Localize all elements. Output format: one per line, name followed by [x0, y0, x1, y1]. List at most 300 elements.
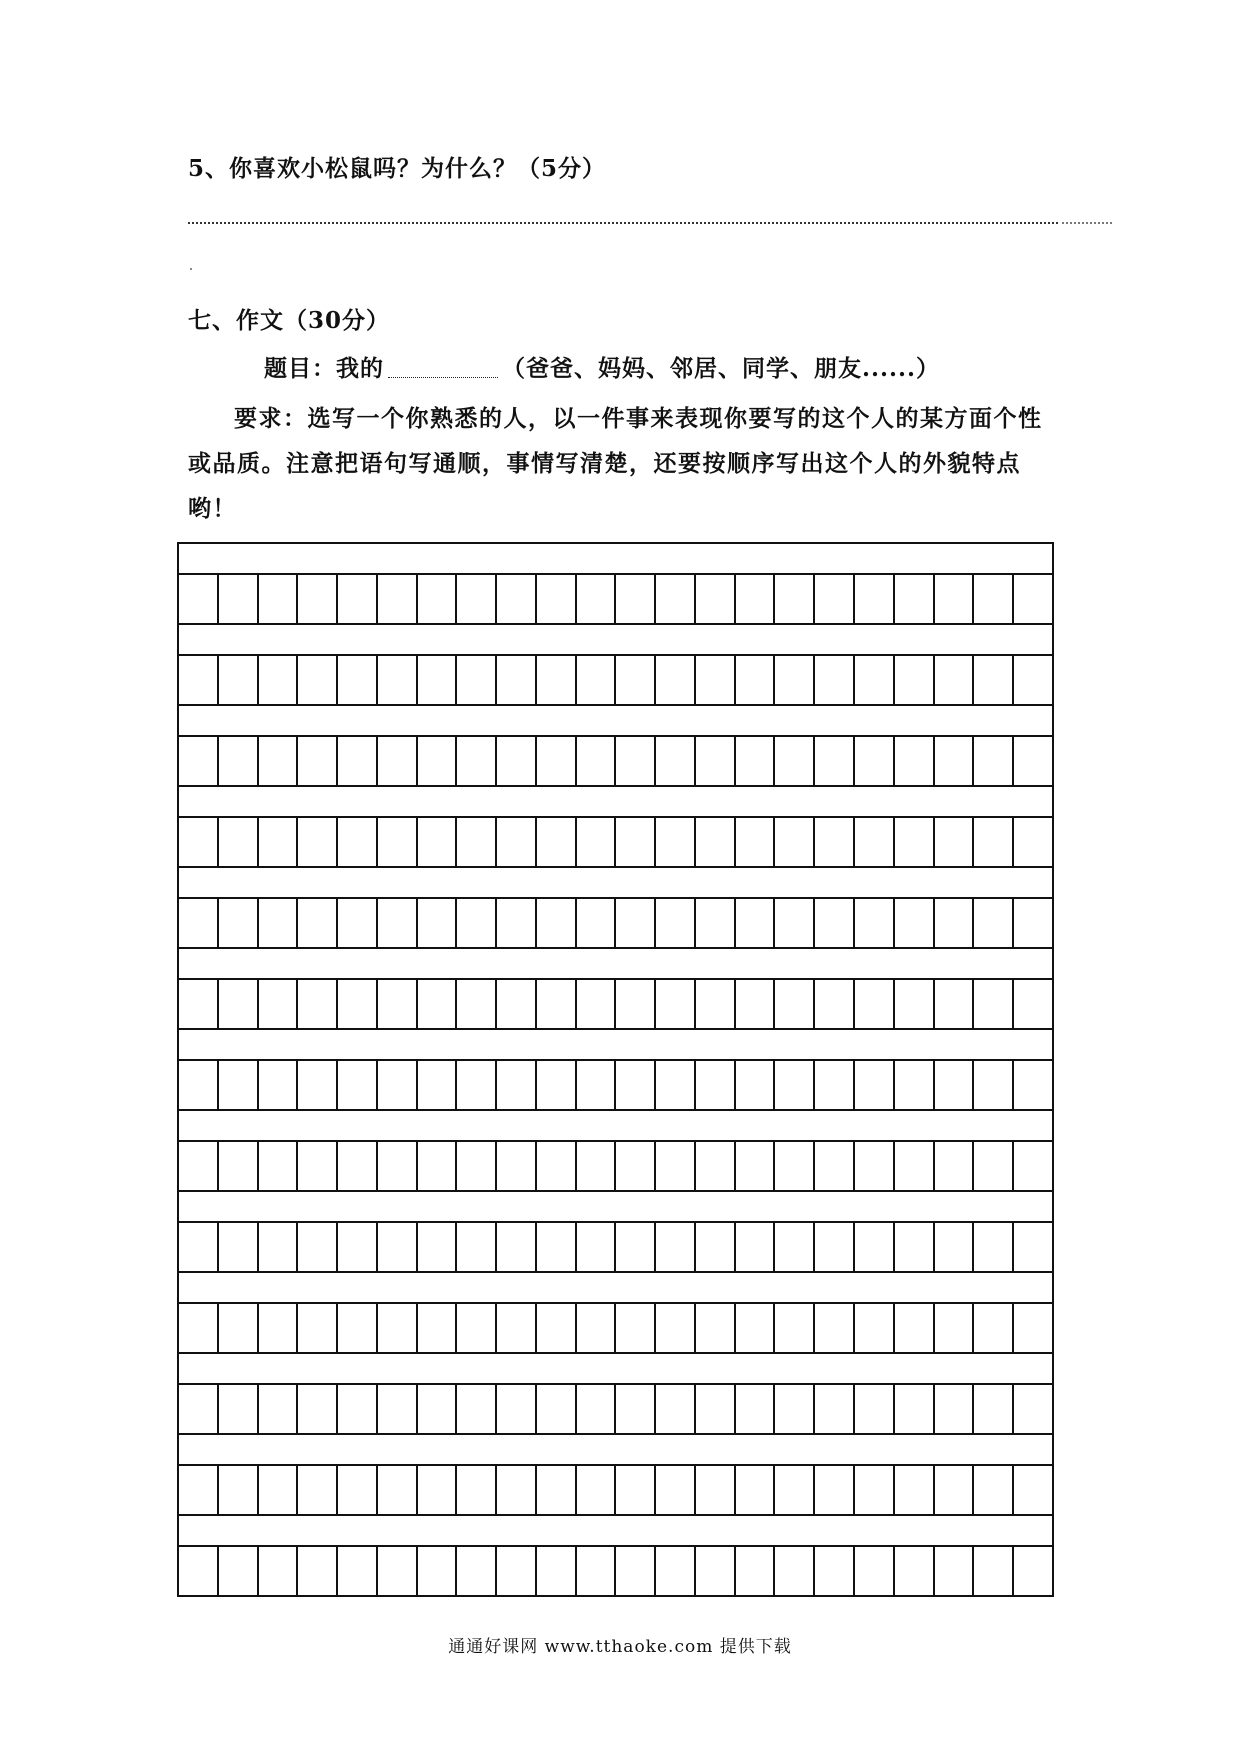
grid-cell[interactable]	[378, 1304, 418, 1352]
grid-cell[interactable]	[696, 1547, 736, 1595]
grid-row	[179, 818, 1052, 868]
grid-cell[interactable]	[1014, 737, 1052, 785]
grid-cell[interactable]	[855, 1142, 895, 1190]
grid-cell[interactable]	[974, 818, 1014, 866]
grid-cell[interactable]	[219, 1466, 259, 1514]
grid-cell[interactable]	[298, 818, 338, 866]
grid-cell[interactable]	[418, 1547, 458, 1595]
grid-cell[interactable]	[259, 1223, 299, 1271]
grid-cell[interactable]	[895, 575, 935, 623]
grid-cell[interactable]	[696, 980, 736, 1028]
grid-cell[interactable]	[656, 1466, 696, 1514]
grid-cell[interactable]	[179, 1223, 219, 1271]
grid-cell[interactable]	[736, 1466, 776, 1514]
grid-cell[interactable]	[259, 980, 299, 1028]
grid-cell[interactable]	[736, 1304, 776, 1352]
grid-cell[interactable]	[457, 737, 497, 785]
grid-cell[interactable]	[895, 1466, 935, 1514]
grid-cell[interactable]	[736, 656, 776, 704]
grid-cell[interactable]	[616, 1466, 656, 1514]
grid-cell[interactable]	[895, 1547, 935, 1595]
grid-cell[interactable]	[179, 737, 219, 785]
footer-credit: 通通好课网 www.tthaoke.com 提供下载	[448, 1637, 792, 1657]
grid-cell[interactable]	[895, 980, 935, 1028]
grid-cell[interactable]	[656, 575, 696, 623]
grid-cell[interactable]	[298, 1142, 338, 1190]
grid-cell[interactable]	[855, 1466, 895, 1514]
grid-cell[interactable]	[656, 818, 696, 866]
grid-cell[interactable]	[815, 980, 855, 1028]
grid-cell[interactable]	[895, 818, 935, 866]
grid-cell[interactable]	[497, 899, 537, 947]
grid-cell[interactable]	[577, 1466, 617, 1514]
grid-cell[interactable]	[179, 1466, 219, 1514]
grid-cell[interactable]	[378, 656, 418, 704]
grid-cell[interactable]	[219, 1142, 259, 1190]
grid-cell[interactable]	[179, 1304, 219, 1352]
grid-cell[interactable]	[974, 980, 1014, 1028]
grid-cell[interactable]	[577, 737, 617, 785]
grid-cell[interactable]	[179, 1142, 219, 1190]
grid-cell[interactable]	[378, 1547, 418, 1595]
grid-cell[interactable]	[855, 1061, 895, 1109]
grid-cell[interactable]	[974, 1385, 1014, 1433]
grid-cell[interactable]	[616, 575, 656, 623]
grid-cell[interactable]	[259, 1304, 299, 1352]
grid-cell[interactable]	[298, 656, 338, 704]
grid-cell[interactable]	[497, 737, 537, 785]
grid-cell[interactable]	[219, 656, 259, 704]
grid-cell[interactable]	[616, 899, 656, 947]
grid-cell[interactable]	[537, 1223, 577, 1271]
grid-cell[interactable]	[935, 1466, 975, 1514]
grid-cell[interactable]	[656, 1385, 696, 1433]
grid-cell[interactable]	[338, 656, 378, 704]
grid-cell[interactable]	[179, 575, 219, 623]
grid-cell[interactable]	[696, 1142, 736, 1190]
grid-cell[interactable]	[855, 737, 895, 785]
grid-cell[interactable]	[855, 656, 895, 704]
grid-cell[interactable]	[179, 980, 219, 1028]
grid-cell[interactable]	[974, 1142, 1014, 1190]
grid-cell[interactable]	[577, 980, 617, 1028]
grid-cell[interactable]	[219, 737, 259, 785]
grid-cell[interactable]	[418, 737, 458, 785]
grid-cell[interactable]	[179, 1547, 219, 1595]
grid-cell[interactable]	[974, 1223, 1014, 1271]
grid-cell[interactable]	[179, 1061, 219, 1109]
grid-cell[interactable]	[696, 1466, 736, 1514]
grid-cell[interactable]	[736, 1142, 776, 1190]
grid-cell[interactable]	[418, 1061, 458, 1109]
grid-cell[interactable]	[259, 1466, 299, 1514]
grid-cell[interactable]	[338, 980, 378, 1028]
grid-cell[interactable]	[775, 1304, 815, 1352]
grid-cell[interactable]	[338, 1547, 378, 1595]
grid-cell[interactable]	[457, 1547, 497, 1595]
grid-cell[interactable]	[537, 1142, 577, 1190]
grid-cell[interactable]	[895, 656, 935, 704]
grid-cell[interactable]	[935, 1142, 975, 1190]
grid-row	[179, 980, 1052, 1030]
grid-cell[interactable]	[696, 575, 736, 623]
grid-cell[interactable]	[855, 1547, 895, 1595]
grid-cell[interactable]	[775, 1061, 815, 1109]
grid-cell[interactable]	[219, 1547, 259, 1595]
grid-cell[interactable]	[577, 899, 617, 947]
grid-cell[interactable]	[895, 1142, 935, 1190]
grid-cell[interactable]	[457, 899, 497, 947]
grid-cell[interactable]	[775, 575, 815, 623]
grid-cell[interactable]	[259, 1385, 299, 1433]
grid-cell[interactable]	[935, 818, 975, 866]
grid-cell[interactable]	[616, 1547, 656, 1595]
grid-cell[interactable]	[378, 980, 418, 1028]
grid-cell[interactable]	[378, 1061, 418, 1109]
grid-cell[interactable]	[1014, 1061, 1052, 1109]
grid-cell[interactable]	[497, 1547, 537, 1595]
grid-cell[interactable]	[497, 818, 537, 866]
grid-cell[interactable]	[418, 1385, 458, 1433]
grid-cell[interactable]	[815, 575, 855, 623]
grid-cell[interactable]	[457, 980, 497, 1028]
grid-cell[interactable]	[179, 818, 219, 866]
grid-cell[interactable]	[1014, 980, 1052, 1028]
grid-cell[interactable]	[895, 1223, 935, 1271]
grid-cell[interactable]	[775, 1223, 815, 1271]
grid-cell[interactable]	[259, 575, 299, 623]
scan-artifact-dot	[190, 268, 192, 270]
grid-cell[interactable]	[1014, 1466, 1052, 1514]
grid-cell[interactable]	[696, 899, 736, 947]
grid-cell[interactable]	[935, 899, 975, 947]
grid-cell[interactable]	[616, 1223, 656, 1271]
grid-cell[interactable]	[974, 737, 1014, 785]
grid-cell[interactable]	[736, 980, 776, 1028]
grid-cell[interactable]	[736, 1223, 776, 1271]
grid-cell[interactable]	[219, 1304, 259, 1352]
grid-cell[interactable]	[815, 1061, 855, 1109]
grid-cell[interactable]	[775, 1466, 815, 1514]
grid-cell[interactable]	[935, 1304, 975, 1352]
grid-cell[interactable]	[497, 656, 537, 704]
grid-cell[interactable]	[815, 899, 855, 947]
grid-cell[interactable]	[219, 1223, 259, 1271]
grid-cell[interactable]	[457, 1061, 497, 1109]
grid-cell[interactable]	[259, 656, 299, 704]
grid-cell[interactable]	[418, 575, 458, 623]
grid-cell[interactable]	[935, 656, 975, 704]
grid-cell[interactable]	[775, 818, 815, 866]
grid-cell[interactable]	[378, 1142, 418, 1190]
grid-cell[interactable]	[935, 980, 975, 1028]
grid-cell[interactable]	[895, 1385, 935, 1433]
grid-cell[interactable]	[338, 1142, 378, 1190]
grid-cell[interactable]	[895, 1304, 935, 1352]
grid-cell[interactable]	[537, 1547, 577, 1595]
grid-cell[interactable]	[219, 818, 259, 866]
grid-cell[interactable]	[1014, 818, 1052, 866]
topic-blank[interactable]	[388, 355, 498, 378]
grid-cell[interactable]	[656, 1547, 696, 1595]
grid-cell[interactable]	[219, 1385, 259, 1433]
grid-cell[interactable]	[378, 818, 418, 866]
grid-cell[interactable]	[497, 1223, 537, 1271]
grid-cell[interactable]	[457, 1142, 497, 1190]
grid-cell[interactable]	[537, 818, 577, 866]
grid-cell[interactable]	[815, 1547, 855, 1595]
grid-cell[interactable]	[537, 575, 577, 623]
grid-cell[interactable]	[577, 575, 617, 623]
grid-cell[interactable]	[497, 1385, 537, 1433]
grid-spacer-row	[179, 1192, 1052, 1223]
grid-cell[interactable]	[378, 1466, 418, 1514]
grid-cell[interactable]	[179, 899, 219, 947]
grid-cell[interactable]	[855, 1385, 895, 1433]
grid-cell[interactable]	[259, 818, 299, 866]
grid-cell[interactable]	[616, 1061, 656, 1109]
grid-cell[interactable]	[974, 656, 1014, 704]
grid-cell[interactable]	[736, 575, 776, 623]
grid-cell[interactable]	[298, 1385, 338, 1433]
grid-cell[interactable]	[418, 1304, 458, 1352]
grid-cell[interactable]	[696, 656, 736, 704]
grid-cell[interactable]	[577, 1061, 617, 1109]
grid-cell[interactable]	[298, 980, 338, 1028]
grid-cell[interactable]	[656, 737, 696, 785]
grid-cell[interactable]	[974, 575, 1014, 623]
grid-cell[interactable]	[378, 1223, 418, 1271]
grid-cell[interactable]	[577, 818, 617, 866]
grid-cell[interactable]	[219, 980, 259, 1028]
grid-cell[interactable]	[457, 656, 497, 704]
grid-row	[179, 1142, 1052, 1192]
grid-cell[interactable]	[1014, 1385, 1052, 1433]
grid-cell[interactable]	[935, 1061, 975, 1109]
grid-cell[interactable]	[577, 1223, 617, 1271]
grid-cell[interactable]	[935, 1223, 975, 1271]
grid-cell[interactable]	[815, 737, 855, 785]
grid-cell[interactable]	[855, 1223, 895, 1271]
grid-cell[interactable]	[298, 1547, 338, 1595]
grid-cell[interactable]	[855, 980, 895, 1028]
grid-cell[interactable]	[378, 737, 418, 785]
grid-spacer-row	[179, 868, 1052, 899]
grid-cell[interactable]	[457, 575, 497, 623]
grid-cell[interactable]	[457, 1385, 497, 1433]
grid-cell[interactable]	[616, 737, 656, 785]
grid-cell[interactable]	[775, 1142, 815, 1190]
grid-cell[interactable]	[775, 1547, 815, 1595]
grid-cell[interactable]	[497, 1061, 537, 1109]
grid-cell[interactable]	[855, 899, 895, 947]
grid-cell[interactable]	[577, 1142, 617, 1190]
grid-cell[interactable]	[855, 575, 895, 623]
grid-cell[interactable]	[616, 818, 656, 866]
grid-cell[interactable]	[1014, 656, 1052, 704]
answer-line[interactable]	[188, 222, 1058, 224]
grid-cell[interactable]	[497, 1466, 537, 1514]
grid-cell[interactable]	[338, 575, 378, 623]
grid-cell[interactable]	[179, 656, 219, 704]
grid-cell[interactable]	[418, 1466, 458, 1514]
grid-cell[interactable]	[974, 1466, 1014, 1514]
grid-cell[interactable]	[855, 1304, 895, 1352]
grid-cell[interactable]	[219, 899, 259, 947]
grid-cell[interactable]	[338, 1223, 378, 1271]
grid-cell[interactable]	[656, 1061, 696, 1109]
grid-cell[interactable]	[656, 1223, 696, 1271]
grid-cell[interactable]	[259, 899, 299, 947]
grid-cell[interactable]	[457, 1223, 497, 1271]
grid-cell[interactable]	[338, 818, 378, 866]
grid-cell[interactable]	[457, 1466, 497, 1514]
question-5: 5、你喜欢小松鼠吗？为什么？（5分）	[188, 155, 607, 182]
grid-spacer-row	[179, 1273, 1052, 1304]
grid-cell[interactable]	[418, 1142, 458, 1190]
grid-cell[interactable]	[656, 980, 696, 1028]
grid-cell[interactable]	[775, 899, 815, 947]
grid-cell[interactable]	[616, 656, 656, 704]
grid-cell[interactable]	[537, 1304, 577, 1352]
grid-cell[interactable]	[696, 1061, 736, 1109]
grid-cell[interactable]	[298, 1223, 338, 1271]
grid-cell[interactable]	[736, 1547, 776, 1595]
grid-cell[interactable]	[736, 1385, 776, 1433]
grid-cell[interactable]	[298, 1061, 338, 1109]
grid-cell[interactable]	[935, 1385, 975, 1433]
grid-cell[interactable]	[895, 899, 935, 947]
grid-cell[interactable]	[418, 1223, 458, 1271]
grid-cell[interactable]	[457, 1304, 497, 1352]
grid-cell[interactable]	[696, 737, 736, 785]
grid-cell[interactable]	[259, 737, 299, 785]
grid-cell[interactable]	[298, 899, 338, 947]
grid-cell[interactable]	[497, 980, 537, 1028]
grid-cell[interactable]	[298, 1304, 338, 1352]
grid-cell[interactable]	[497, 1304, 537, 1352]
grid-cell[interactable]	[298, 575, 338, 623]
grid-cell[interactable]	[895, 1061, 935, 1109]
grid-cell[interactable]	[338, 1466, 378, 1514]
grid-cell[interactable]	[378, 899, 418, 947]
grid-cell[interactable]	[775, 737, 815, 785]
grid-cell[interactable]	[577, 1304, 617, 1352]
grid-cell[interactable]	[656, 656, 696, 704]
grid-cell[interactable]	[577, 1385, 617, 1433]
grid-cell[interactable]	[1014, 899, 1052, 947]
grid-cell[interactable]	[616, 1385, 656, 1433]
grid-cell[interactable]	[537, 980, 577, 1028]
grid-cell[interactable]	[418, 818, 458, 866]
topic-prefix: 题目：我的	[264, 355, 384, 382]
grid-cell[interactable]	[338, 737, 378, 785]
grid-cell[interactable]	[775, 656, 815, 704]
grid-cell[interactable]	[775, 1385, 815, 1433]
grid-cell[interactable]	[259, 1547, 299, 1595]
grid-cell[interactable]	[935, 1547, 975, 1595]
grid-cell[interactable]	[537, 1061, 577, 1109]
grid-cell[interactable]	[219, 1061, 259, 1109]
grid-cell[interactable]	[537, 899, 577, 947]
grid-cell[interactable]	[696, 1223, 736, 1271]
grid-cell[interactable]	[656, 1304, 696, 1352]
grid-cell[interactable]	[736, 737, 776, 785]
grid-cell[interactable]	[935, 737, 975, 785]
grid-cell[interactable]	[418, 899, 458, 947]
grid-cell[interactable]	[179, 1385, 219, 1433]
grid-cell[interactable]	[815, 1223, 855, 1271]
grid-cell[interactable]	[537, 656, 577, 704]
grid-cell[interactable]	[656, 899, 696, 947]
grid-cell[interactable]	[338, 1385, 378, 1433]
grid-cell[interactable]	[537, 737, 577, 785]
grid-cell[interactable]	[537, 1385, 577, 1433]
grid-cell[interactable]	[418, 980, 458, 1028]
grid-cell[interactable]	[895, 737, 935, 785]
grid-cell[interactable]	[259, 1142, 299, 1190]
grid-cell[interactable]	[537, 1466, 577, 1514]
grid-cell[interactable]	[736, 899, 776, 947]
grid-cell[interactable]	[616, 980, 656, 1028]
grid-cell[interactable]	[775, 980, 815, 1028]
grid-cell[interactable]	[974, 1304, 1014, 1352]
grid-cell[interactable]	[577, 1547, 617, 1595]
grid-cell[interactable]	[974, 899, 1014, 947]
grid-cell[interactable]	[1014, 1223, 1052, 1271]
grid-cell[interactable]	[338, 899, 378, 947]
grid-cell[interactable]	[815, 656, 855, 704]
grid-cell[interactable]	[855, 818, 895, 866]
grid-cell[interactable]	[815, 1142, 855, 1190]
grid-cell[interactable]	[1014, 1142, 1052, 1190]
grid-cell[interactable]	[736, 1061, 776, 1109]
grid-cell[interactable]	[815, 1466, 855, 1514]
grid-cell[interactable]	[815, 1304, 855, 1352]
grid-cell[interactable]	[974, 1061, 1014, 1109]
grid-cell[interactable]	[378, 1385, 418, 1433]
grid-cell[interactable]	[696, 1304, 736, 1352]
grid-cell[interactable]	[378, 575, 418, 623]
grid-cell[interactable]	[815, 818, 855, 866]
grid-cell[interactable]	[1014, 1547, 1052, 1595]
grid-cell[interactable]	[298, 737, 338, 785]
grid-cell[interactable]	[696, 818, 736, 866]
grid-cell[interactable]	[219, 575, 259, 623]
grid-cell[interactable]	[457, 818, 497, 866]
grid-cell[interactable]	[497, 1142, 537, 1190]
grid-cell[interactable]	[1014, 575, 1052, 623]
grid-cell[interactable]	[1014, 1304, 1052, 1352]
grid-cell[interactable]	[935, 575, 975, 623]
grid-cell[interactable]	[298, 1466, 338, 1514]
topic-line	[264, 350, 940, 383]
grid-cell[interactable]	[497, 575, 537, 623]
grid-cell[interactable]	[736, 818, 776, 866]
grid-cell[interactable]	[616, 1142, 656, 1190]
grid-cell[interactable]	[616, 1304, 656, 1352]
grid-cell[interactable]	[418, 656, 458, 704]
grid-cell[interactable]	[259, 1061, 299, 1109]
grid-cell[interactable]	[577, 656, 617, 704]
grid-cell[interactable]	[696, 1385, 736, 1433]
grid-cell[interactable]	[974, 1547, 1014, 1595]
grid-cell[interactable]	[338, 1304, 378, 1352]
grid-cell[interactable]	[338, 1061, 378, 1109]
grid-row	[179, 899, 1052, 949]
grid-cell[interactable]	[656, 1142, 696, 1190]
grid-cell[interactable]	[815, 1385, 855, 1433]
